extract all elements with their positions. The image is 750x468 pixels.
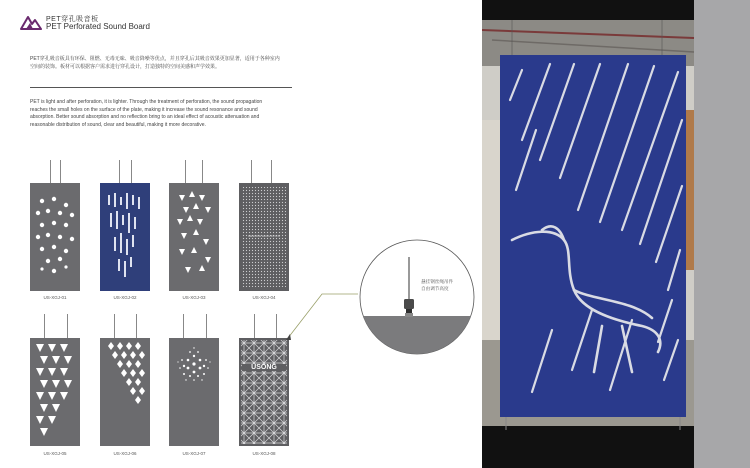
hanging-wire — [271, 160, 272, 183]
detail-leader-line — [286, 290, 360, 342]
hanging-wire — [136, 314, 137, 338]
panel-us-xgj-07 — [169, 338, 219, 446]
panel-us-xgj-08 — [239, 338, 289, 446]
installation-photo — [482, 0, 750, 468]
detail-caption-line2: 自由调节高度 — [421, 286, 449, 291]
panel-us-xgj-03 — [169, 183, 219, 291]
panel-us-xgj-05 — [30, 338, 80, 446]
hanging-wire — [60, 160, 61, 183]
hanging-wire — [114, 314, 115, 338]
hanging-wire — [185, 160, 186, 183]
panel-micro-label: UESONG ACOUSTICS — [248, 235, 280, 238]
hanging-wire — [67, 314, 68, 338]
hanging-wire — [254, 314, 255, 338]
divider-line — [30, 87, 292, 88]
intro-paragraph-english: PET is light and after perforation, it is lighter. Through the treatment of perforation, the sound propagation reaches the small holes on the surface of the plate, making it increase the sound resonance and sound absorption. Better sound absorption and no reflection bring to an ideal effect of acoustic attenuation and reasonable distribution of sound, clear and beautiful, making it more decorative. — [30, 99, 263, 128]
hanging-wire — [131, 160, 132, 183]
panel-logo-text: USONG — [242, 364, 286, 371]
panel-code: US-XGJ-03 — [182, 295, 206, 300]
panel-us-xgj-06 — [100, 338, 150, 446]
hanging-wire — [206, 314, 207, 338]
panel-us-xgj-04 — [239, 183, 289, 291]
hanging-wire — [44, 314, 45, 338]
panel-code: US-XGJ-07 — [182, 451, 206, 456]
panel-code: US-XGJ-01 — [43, 295, 67, 300]
title-chinese: PET穿孔吸音板 — [46, 16, 99, 23]
brand-logo-icon — [20, 15, 42, 31]
panel-us-xgj-01 — [30, 183, 80, 291]
title-english: PET Perforated Sound Board — [46, 22, 150, 31]
hanging-wire — [251, 160, 252, 183]
hanging-wire — [50, 160, 51, 183]
panel-code: US-XGJ-05 — [43, 451, 67, 456]
detail-caption-line1: 悬挂钢丝绳吊件 — [421, 279, 454, 284]
intro-paragraph-chinese: PET穿孔吸音板具有环保、阻燃、无毒无味、吸音降噪等优点，并且穿孔后其吸音效果更加显著，适用于各种室内空间的装饰。板材可以根据客户需求进行穿孔设计，打造独特的空间美感和声学效果。 — [30, 56, 280, 70]
panel-us-xgj-02 — [100, 183, 150, 291]
panel-code: US-XGJ-02 — [113, 295, 137, 300]
panel-code: US-XGJ-04 — [252, 295, 276, 300]
hanging-wire — [202, 160, 203, 183]
detail-callout — [357, 239, 477, 355]
panel-code: US-XGJ-06 — [113, 451, 137, 456]
hanging-wire — [276, 314, 277, 338]
panel-code: US-XGJ-08 — [252, 451, 276, 456]
hanging-wire — [119, 160, 120, 183]
hanging-wire — [183, 314, 184, 338]
